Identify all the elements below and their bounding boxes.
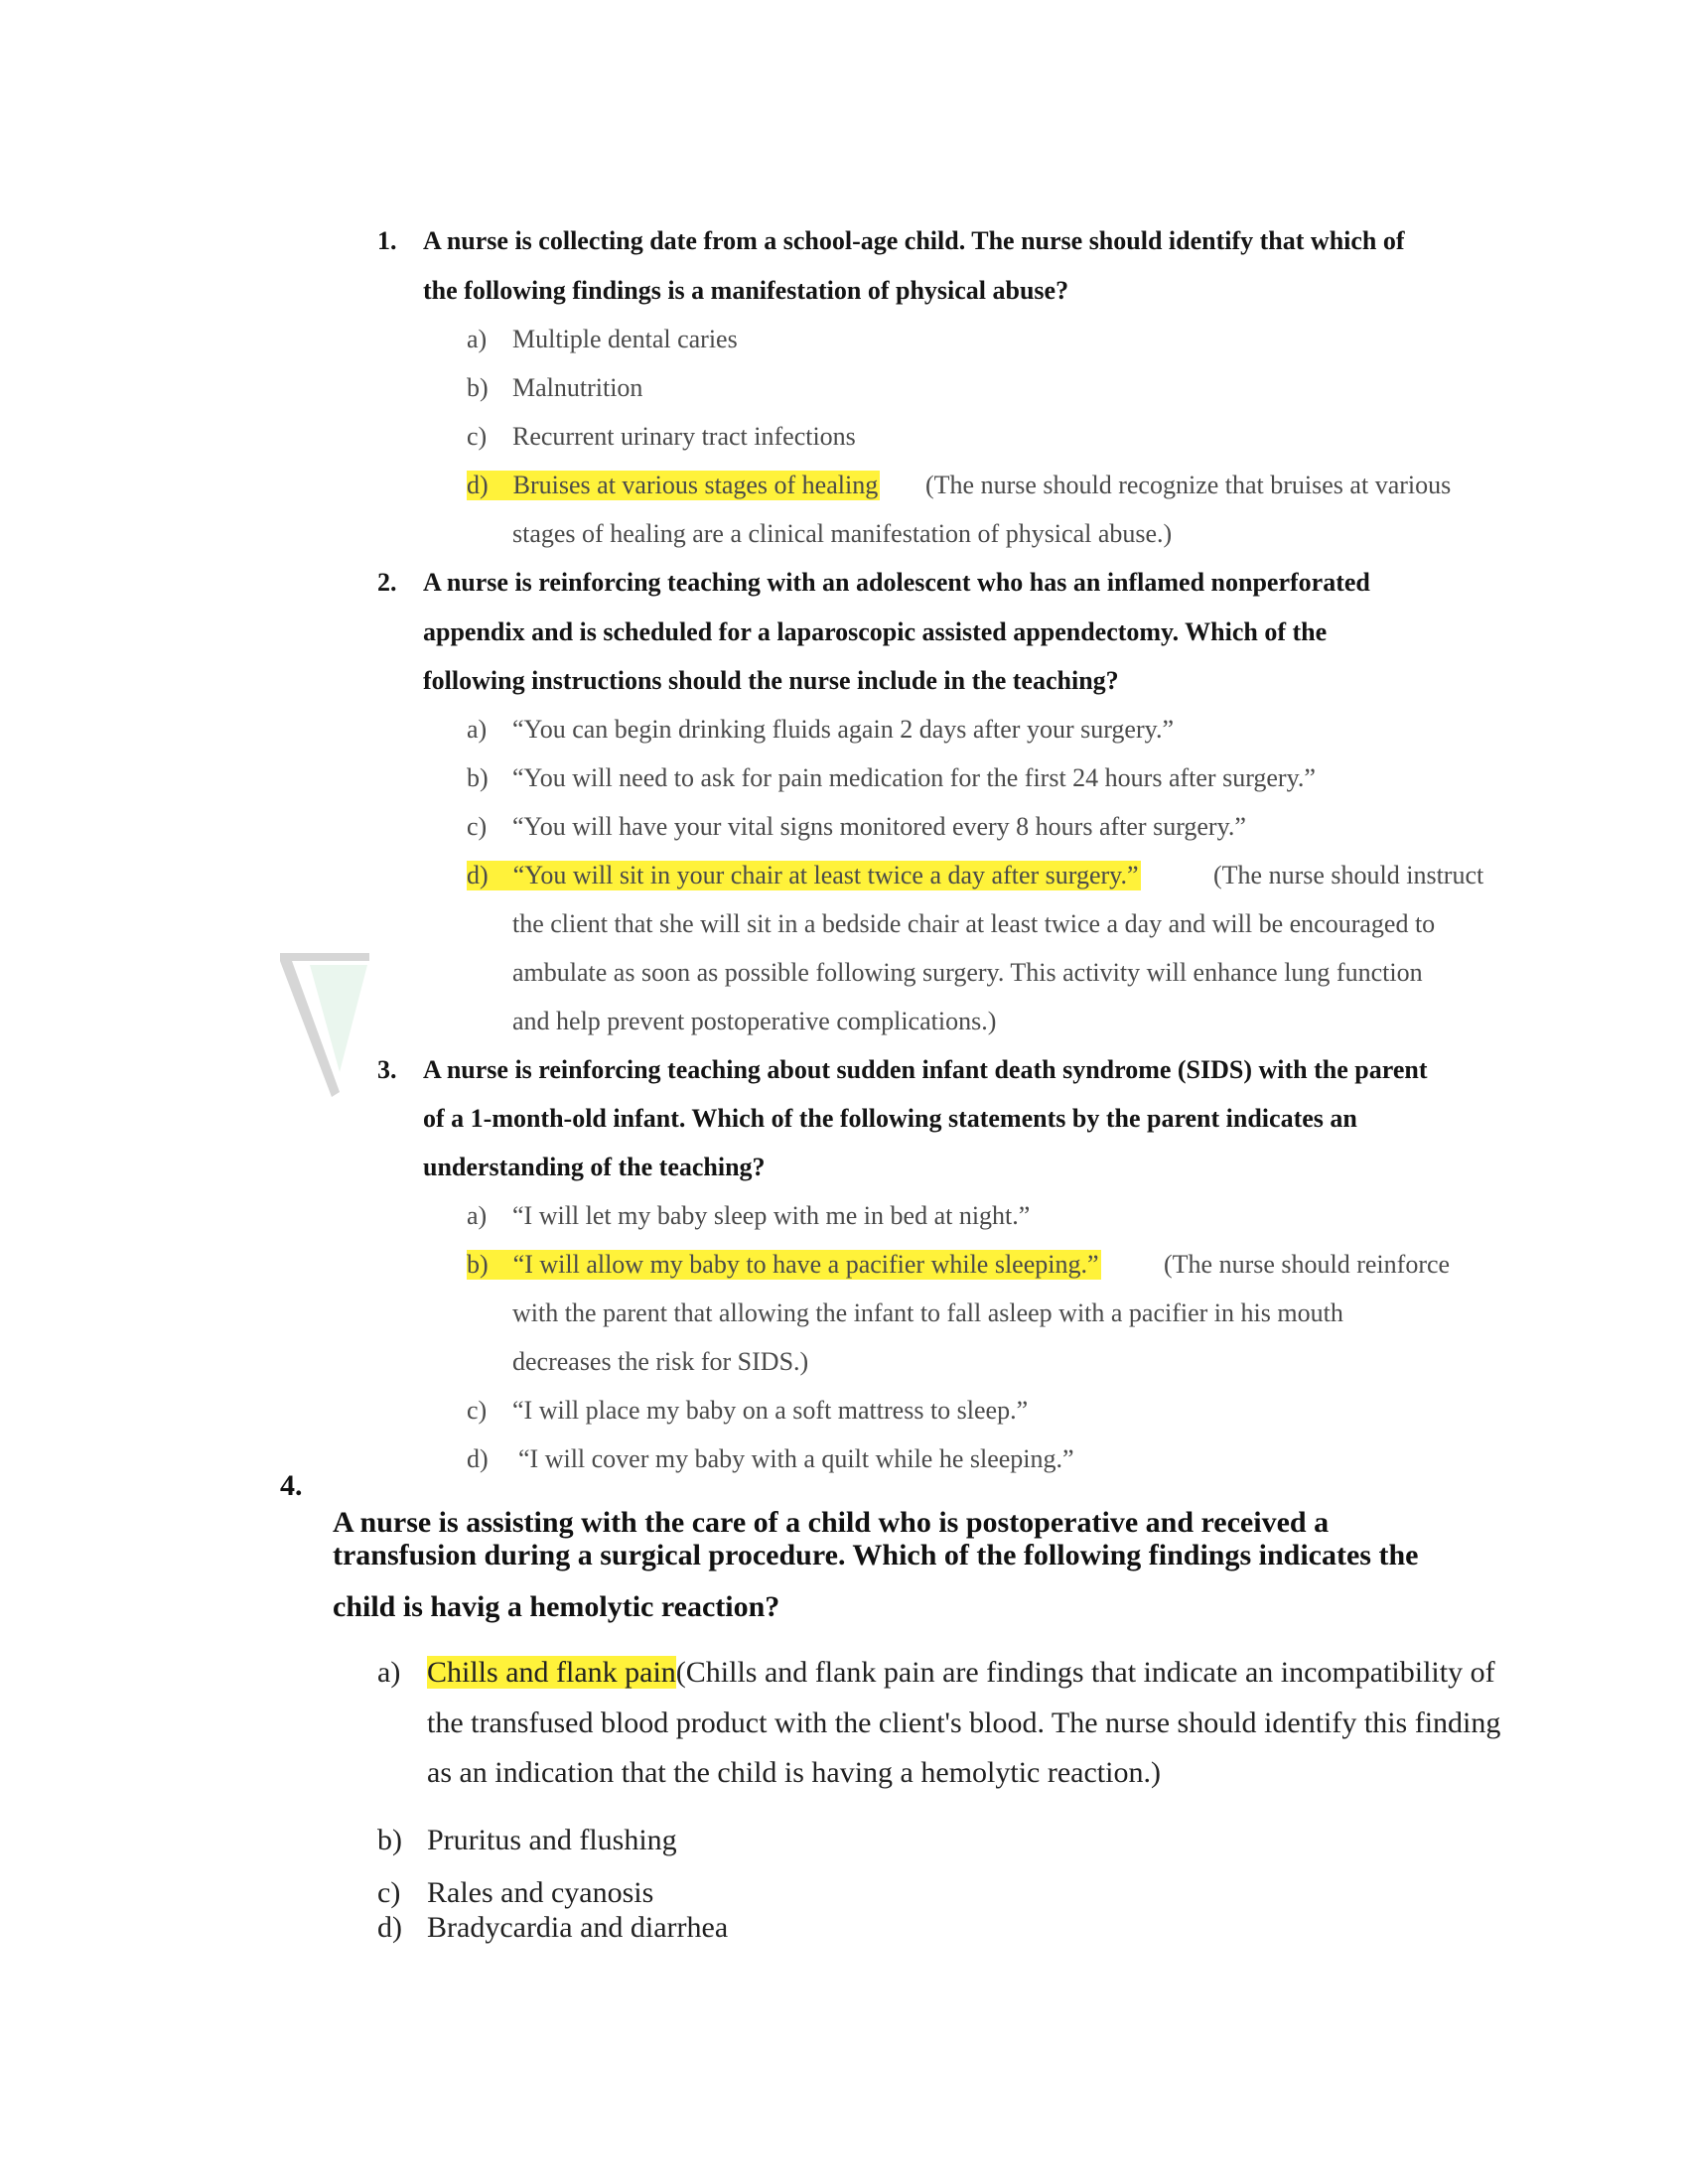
highlighted-answer (467, 471, 880, 500)
option-text: Chills and flank pain (427, 1656, 676, 1689)
question-stem-line: A nurse is reinforcing teaching with an adolescent who has an inflamed nonperforated (423, 568, 1370, 597)
option-letter: b) (467, 763, 489, 792)
option-letter: a) (467, 715, 488, 744)
option-text: Multiple dental caries (512, 325, 738, 353)
answer-rationale-line: ambulate as soon as possible following surgery. This activity will enhance lung function (512, 958, 1423, 987)
option-letter: a) (467, 325, 488, 353)
question-stem-line: understanding of the teaching? (423, 1153, 766, 1181)
option-letter: a) (377, 1656, 401, 1689)
question-number: 3. (377, 1055, 397, 1084)
answer-rationale-line: decreases the risk for SIDS.) (512, 1347, 809, 1376)
option-letter: d) (467, 861, 489, 889)
option-text: Bruises at various stages of healing (512, 471, 879, 499)
option-letter: b) (377, 1824, 402, 1856)
option-4a-line (427, 1656, 1495, 1690)
option-letter: c) (467, 1396, 488, 1425)
option-text: “You will sit in your chair at least twice a day after surgery.” (512, 861, 1139, 889)
highlighted-answer (467, 1250, 1101, 1280)
option-letter: c) (467, 812, 488, 841)
option-text: “I will allow my baby to have a pacifier while sleeping.” (512, 1250, 1099, 1279)
option-text: “I will let my baby sleep with me in bed at night.” (512, 1201, 1031, 1230)
question-number: 2. (377, 568, 397, 597)
option-letter: c) (377, 1876, 401, 1909)
question-stem-line: appendix and is scheduled for a laparoscopic assisted appendectomy. Which of the (423, 617, 1328, 646)
question-stem-line: A nurse is assisting with the care of a child who is postoperative and received a (333, 1506, 1330, 1539)
option-letter: b) (467, 373, 489, 402)
question-stem-line: A nurse is reinforcing teaching about sudden infant death syndrome (SIDS) with the parent (423, 1055, 1428, 1084)
question-stem-line: following instructions should the nurse include in the teaching? (423, 666, 1119, 695)
question-number: 1. (377, 226, 397, 255)
option-letter: c) (467, 422, 488, 451)
question-stem-line: child is havig a hemolytic reaction? (333, 1590, 780, 1623)
answer-rationale-line: stages of healing are a clinical manifestation of physical abuse.) (512, 519, 1173, 548)
answer-rationale-line: the client that she will sit in a bedside chair at least twice a day and will be encouraged to (512, 909, 1436, 938)
option-text: Recurrent urinary tract infections (512, 422, 856, 451)
answer-rationale-line: (Chills and flank pain are findings that indicate an incompatibility of (675, 1656, 1495, 1689)
answer-rationale-line: with the parent that allowing the infant to fall asleep with a pacifier in his mouth (512, 1298, 1343, 1327)
option-text: Malnutrition (512, 373, 643, 402)
option-text: “I will cover my baby with a quilt while he sleeping.” (518, 1444, 1074, 1473)
option-letter: d) (377, 1911, 402, 1944)
answer-rationale-line: (The nurse should recognize that bruises at various (925, 471, 1452, 499)
option-text: Pruritus and flushing (427, 1824, 677, 1856)
question-stem-line: A nurse is collecting date from a school-age child. The nurse should identify that which of (423, 226, 1405, 255)
question-stem-line: the following findings is a manifestation of physical abuse? (423, 276, 1069, 305)
option-letter: a) (467, 1201, 488, 1230)
answer-rationale-line: as an indication that the child is having a hemolytic reaction.) (427, 1756, 1161, 1789)
watermark-mark-icon (280, 953, 369, 1102)
question-number: 4. (280, 1469, 303, 1502)
answer-rationale-line: and help prevent postoperative complications.) (512, 1007, 997, 1035)
answer-rationale-line: the transfused blood product with the client's blood. The nurse should identify this finding (427, 1706, 1501, 1739)
option-letter: d) (467, 471, 489, 499)
option-text: “You will need to ask for pain medication for the first 24 hours after surgery.” (512, 763, 1316, 792)
highlighted-answer (467, 861, 1141, 890)
option-text: Bradycardia and diarrhea (427, 1911, 729, 1944)
question-stem-line: transfusion during a surgical procedure. Which of the following findings indicates the (333, 1539, 1419, 1571)
option-text: “I will place my baby on a soft mattress to sleep.” (512, 1396, 1029, 1425)
option-letter: d) (467, 1444, 489, 1473)
option-text: “You will have your vital signs monitored every 8 hours after surgery.” (512, 812, 1246, 841)
option-text: Rales and cyanosis (427, 1876, 654, 1909)
option-letter: b) (467, 1250, 489, 1279)
answer-rationale-line: (The nurse should instruct (1213, 861, 1484, 889)
option-text: “You can begin drinking fluids again 2 days after your surgery.” (512, 715, 1174, 744)
question-stem-line: of a 1-month-old infant. Which of the following statements by the parent indicates an (423, 1104, 1357, 1133)
answer-rationale-line: (The nurse should reinforce (1164, 1250, 1451, 1279)
